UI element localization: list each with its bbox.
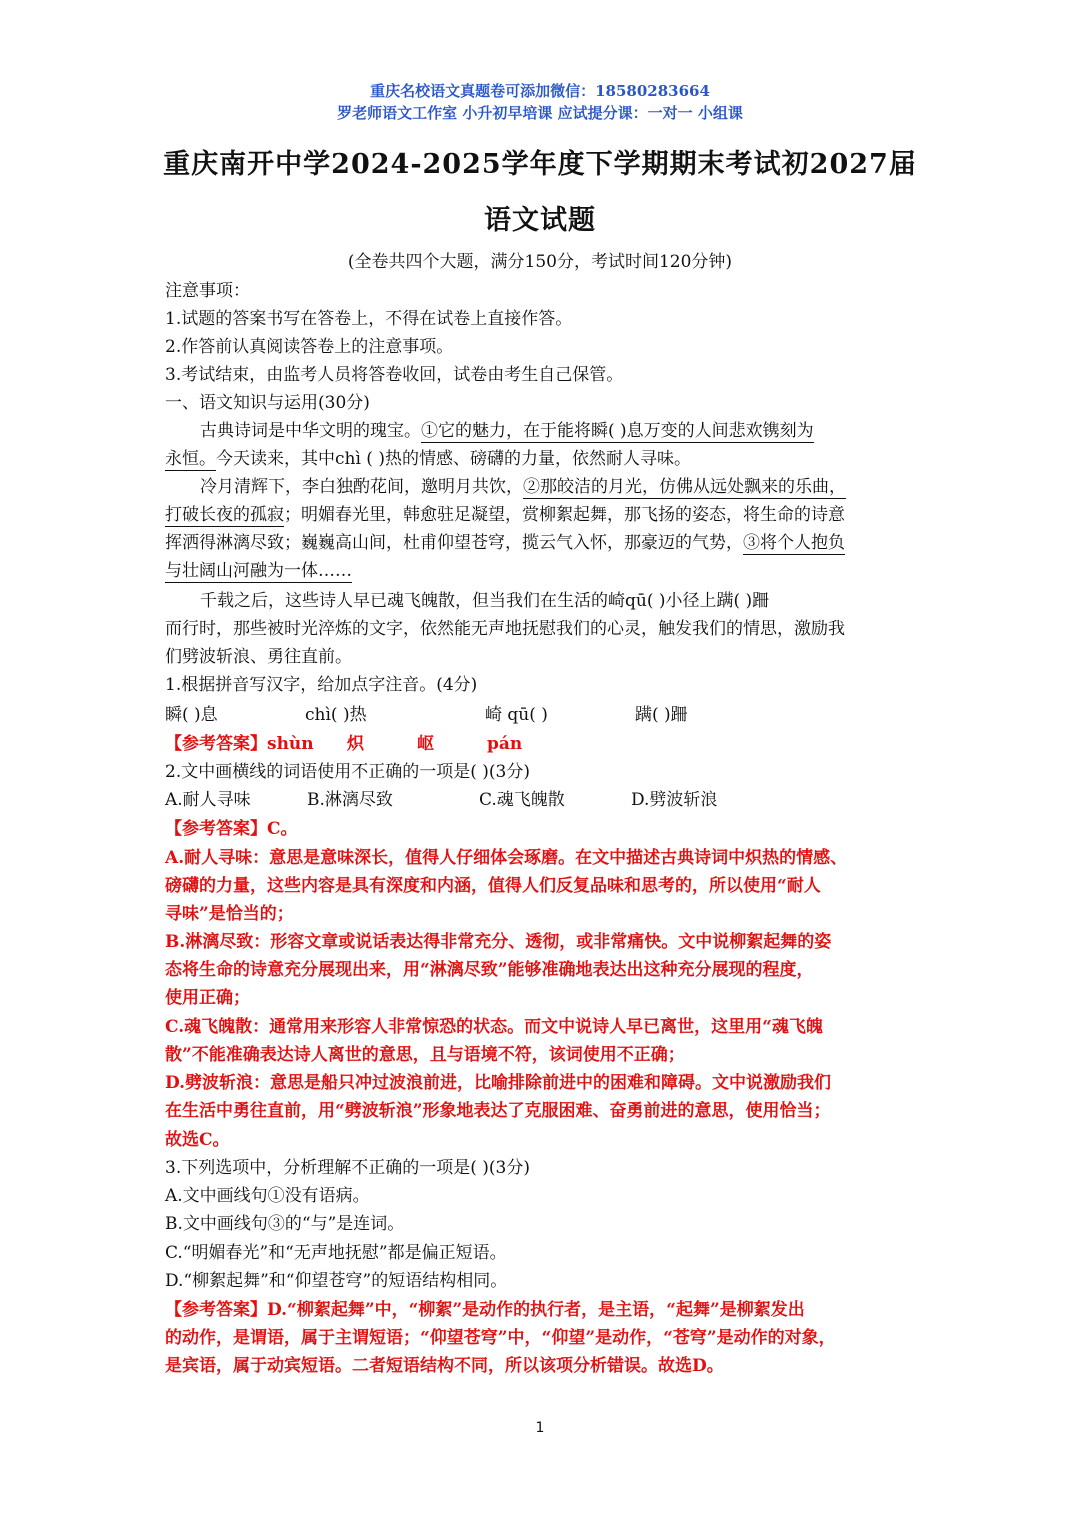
note-item: 2.作答前认真阅读答卷上的注意事项。 [165, 337, 454, 357]
header-contact: 重庆名校语文真题卷可添加微信：18580283664 [370, 82, 710, 100]
page-subtitle: 语文试题 [484, 205, 596, 236]
passage-line: 而行时，那些被时光淬炼的文字，依然能无声地抚慰我们的心灵，触发我们的情思，激励我 [165, 619, 845, 639]
q2-option: A.耐人寻味 [165, 790, 251, 810]
underlined-sentence-1: ①它的魅力，在于能将瞬( )息万变的人间悲欢镌刻为 [421, 421, 814, 441]
question-3-answer: 的动作，是谓语，属于主谓短语；“仰望苍穹”中，“仰望”是动作，“苍穹”是动作的对象， [165, 1328, 836, 1348]
question-2-answer: 【参考答案】C。 [165, 819, 298, 839]
q1-item: 崎 qū( ) [485, 705, 548, 725]
passage-line [165, 444, 925, 469]
q2-option: D.劈波斩浪 [631, 790, 718, 810]
passage-line [165, 528, 925, 553]
q2-explanation: C.魂飞魄散：通常用来形容人非常惊恐的状态。而文中说诗人早已离世，这里用“魂飞魄 [165, 1017, 823, 1037]
exam-info: (全卷共四个大题，满分150分，考试时间120分钟) [347, 252, 733, 272]
passage-text: ；明媚春光里，韩愈驻足凝望，赏柳絮起舞，那飞扬的姿态，将生命的诗意 [284, 505, 845, 525]
passage-text: 挥洒得淋漓尽致；巍巍高山间，杜甫仰望苍穹，揽云气入怀，那豪迈的气势， [165, 533, 743, 553]
passage-line: 千载之后，这些诗人早已魂飞魄散，但当我们在生活的崎qū( )小径上蹒( )跚 [200, 591, 770, 611]
question-2-options [165, 785, 925, 810]
q3-option: B.文中画线句③的“与”是连词。 [165, 1214, 405, 1234]
underlined-sentence-3: 与壮阔山河融为一体…… [165, 561, 352, 581]
page-title: 重庆南开中学2024-2025学年度下学期期末考试初2027届 [163, 149, 917, 180]
passage-line [200, 472, 920, 497]
q3-option: A.文中画线句①没有语病。 [165, 1186, 370, 1206]
header-courses: 罗老师语文工作室 小升初早培课 应试提分课：一对一 小组课 [337, 104, 743, 122]
passage-text: 今天读来，其中chì ( )热的情感、磅礴的力量，依然耐人寻味。 [216, 449, 691, 469]
q2-explanation: 寻味”是恰当的； [165, 904, 294, 924]
q2-explanation: B.淋漓尽致：形容文章或说话表达得非常充分、透彻，或非常痛快。文中说柳絮起舞的姿 [165, 932, 832, 952]
q2-explanation: 故选C。 [165, 1130, 230, 1150]
q2-explanation: 在生活中勇往直前，用“劈波斩浪”形象地表达了克服困难、奋勇前进的意思，使用恰当； [165, 1101, 831, 1121]
q2-explanation: 态将生命的诗意充分展现出来，用“淋漓尽致”能够准确地表达出这种充分展现的程度， [165, 960, 814, 980]
q1-answer: 岖 [417, 734, 434, 754]
question-1-stem: 1.根据拼音写汉字，给加点字注音。(4分) [165, 675, 478, 695]
question-3-answer: 【参考答案】D.“柳絮起舞”中，“柳絮”是动作的执行者，是主语，“起舞”是柳絮发出 [165, 1300, 805, 1320]
q1-answer: pán [487, 734, 523, 754]
passage-text: 冷月清辉下，李白独酌花间，邀明月共饮， [200, 477, 523, 497]
q1-answer: 炽 [347, 734, 364, 754]
passage-line: 们劈波斩浪、勇往直前。 [165, 647, 352, 667]
underlined-sentence-2: 打破长夜的孤寂 [165, 505, 284, 525]
question-2-stem: 2.文中画横线的词语使用不正确的一项是( )(3分) [165, 762, 530, 782]
passage-line [165, 556, 925, 581]
q1-item: chì( )热 [305, 705, 367, 725]
note-item: 3.考试结束，由监考人员将答卷收回，试卷由考生自己保管。 [165, 365, 624, 385]
question-1-items [165, 700, 925, 725]
q2-explanation: A.耐人寻味：意思是意味深长，值得人仔细体会琢磨。在文中描述古典诗词中炽热的情感、 [165, 848, 848, 868]
question-1-answer [165, 729, 925, 754]
q2-option: B.淋漓尽致 [307, 790, 393, 810]
underlined-sentence-1: 永恒。 [165, 449, 216, 469]
q1-item: 蹒( )跚 [635, 705, 688, 725]
note-item: 1.试题的答案书写在答卷上，不得在试卷上直接作答。 [165, 309, 573, 329]
passage-line [165, 500, 925, 525]
q1-item: 瞬( )息 [165, 705, 218, 725]
underlined-sentence-2: ②那皎洁的月光，仿佛从远处飘来的乐曲， [523, 477, 846, 497]
page-number: 1 [535, 1420, 545, 1436]
q3-option: C.“明媚春光”和“无声地抚慰”都是偏正短语。 [165, 1243, 507, 1263]
q2-explanation: 磅礴的力量，这些内容是具有深度和内涵，值得人们反复品味和思考的，所以使用“耐人 [165, 876, 821, 896]
answer-label: 【参考答案】 [165, 734, 267, 754]
passage-text: 古典诗词是中华文明的瑰宝。 [200, 421, 421, 441]
q2-explanation: 使用正确； [165, 988, 250, 1008]
section-heading: 一、语文知识与运用(30分) [165, 393, 370, 413]
q2-option: C.魂飞魄散 [479, 790, 565, 810]
q3-option: D.“柳絮起舞”和“仰望苍穹”的短语结构相同。 [165, 1271, 508, 1291]
q1-answer: shùn [267, 734, 314, 754]
q2-explanation: D.劈波斩浪：意思是船只冲过波浪前进，比喻排除前进中的困难和障碍。文中说激励我们 [165, 1073, 832, 1093]
q2-explanation: 散”不能准确表达诗人离世的意思，且与语境不符，该词使用不正确； [165, 1045, 685, 1065]
underlined-sentence-3: ③将个人抱负 [743, 533, 845, 553]
question-3-answer: 是宾语，属于动宾短语。二者短语结构不同，所以该项分析错误。故选D。 [165, 1356, 724, 1376]
passage-line [200, 416, 920, 441]
notes-heading: 注意事项： [165, 281, 250, 301]
question-3-stem: 3.下列选项中，分析理解不正确的一项是( )(3分) [165, 1158, 530, 1178]
